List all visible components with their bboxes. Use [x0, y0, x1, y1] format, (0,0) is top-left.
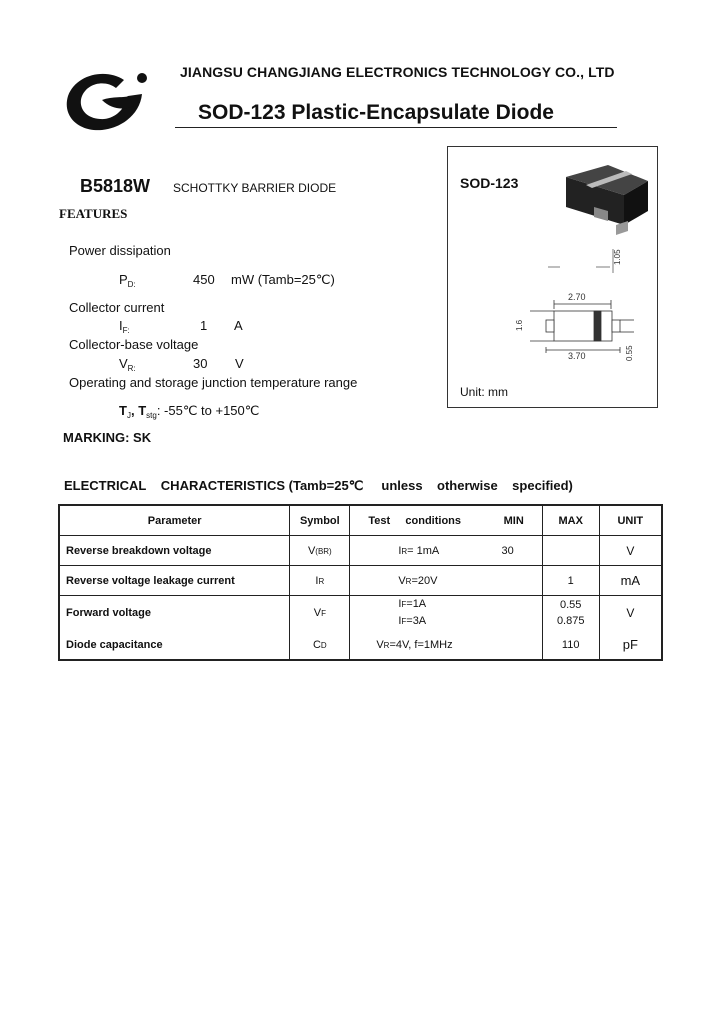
row-unit: pF [599, 630, 662, 660]
row-max: 110 [542, 630, 599, 660]
row-condition: IR= 1mA 30 [350, 536, 542, 566]
power-dissipation-unit: mW (Tamb=25℃) [231, 272, 335, 287]
dim-thickness: 1.05 [613, 249, 622, 265]
package-3d-icon [566, 165, 648, 235]
temperature-range-label: Operating and storage junction temperature range [69, 375, 358, 390]
marking-code: MARKING: SK [63, 430, 152, 445]
collector-current-value: 1 [200, 318, 208, 333]
collector-base-voltage-symbol: $V_{R:}$ [119, 356, 136, 373]
row-unit: V [599, 536, 662, 566]
row-condition: VR=4V, f=1MHz [350, 630, 542, 660]
top-view-drawing [530, 300, 634, 353]
power-dissipation-value: 450 [193, 272, 215, 287]
row-max: 1 [542, 566, 599, 596]
header-unit: UNIT [599, 505, 662, 536]
row-symbol: CD [290, 630, 350, 660]
dim-lead-width: 0.55 [625, 345, 634, 361]
header-max: MAX [542, 505, 599, 536]
row-parameter: Reverse voltage leakage current [59, 566, 290, 596]
package-name: SOD-123 [460, 175, 519, 191]
page-title: SOD-123 Plastic-Encapsulate Diode [198, 101, 554, 124]
row-symbol: IR [290, 566, 350, 596]
row-max: 0.55 0.875 [542, 596, 599, 631]
header-test-conditions: Test conditions MIN [350, 505, 542, 536]
row-parameter: Reverse breakdown voltage [59, 536, 290, 566]
table-header-row [59, 505, 662, 536]
row-condition: IF=1A IF=3A [350, 596, 542, 631]
title-underline [175, 127, 617, 128]
row-unit: mA [599, 566, 662, 596]
header-parameter: Parameter [59, 505, 290, 536]
row-max [542, 536, 599, 566]
electrical-heading: ELECTRICAL CHARACTERISTICS (Tamb=25℃ unless otherwise specified) [64, 478, 573, 493]
collector-current-unit: A [234, 318, 243, 333]
unit-label: Unit: mm [460, 385, 508, 399]
dim-body-length: 2.70 [568, 292, 586, 302]
collector-current-symbol: $I_{F:}$ [119, 318, 130, 335]
temperature-range-value: $T_J$, $T_{stg}$: -55℃ to +150℃ [119, 403, 260, 420]
power-dissipation-symbol: $P_{D:}$ [119, 272, 136, 289]
company-logo-icon [62, 66, 158, 136]
row-symbol: V(BR) [290, 536, 350, 566]
row-parameter: Forward voltage [59, 596, 290, 631]
features-heading: FEATURES [59, 206, 128, 221]
table-row [59, 536, 662, 566]
collector-base-voltage-unit: V [235, 356, 244, 371]
part-description: SCHOTTKY BARRIER DIODE [173, 181, 337, 195]
row-unit: V [599, 596, 662, 631]
table-row [59, 630, 662, 660]
row-condition: VR=20V [350, 566, 542, 596]
power-dissipation-label: Power dissipation [69, 243, 171, 258]
package-outline-box [447, 146, 658, 408]
collector-base-voltage-value: 30 [193, 356, 208, 371]
dim-overall-length: 3.70 [568, 351, 586, 361]
side-view-dims [548, 249, 613, 273]
electrical-characteristics-table [58, 504, 663, 661]
part-number: B5818W [80, 176, 151, 196]
package-drawing [448, 147, 657, 407]
collector-current-label: Collector current [69, 300, 165, 315]
table-row [59, 566, 662, 596]
dim-height: 1.6 [515, 319, 524, 331]
header-symbol: Symbol [290, 505, 350, 536]
collector-base-voltage-label: Collector-base voltage [69, 337, 199, 352]
company-name: JIANGSU CHANGJIANG ELECTRONICS TECHNOLOGY CO., LTD [180, 64, 615, 80]
row-parameter: Diode capacitance [59, 630, 290, 660]
row-symbol: VF [290, 596, 350, 631]
table-row [59, 596, 662, 631]
